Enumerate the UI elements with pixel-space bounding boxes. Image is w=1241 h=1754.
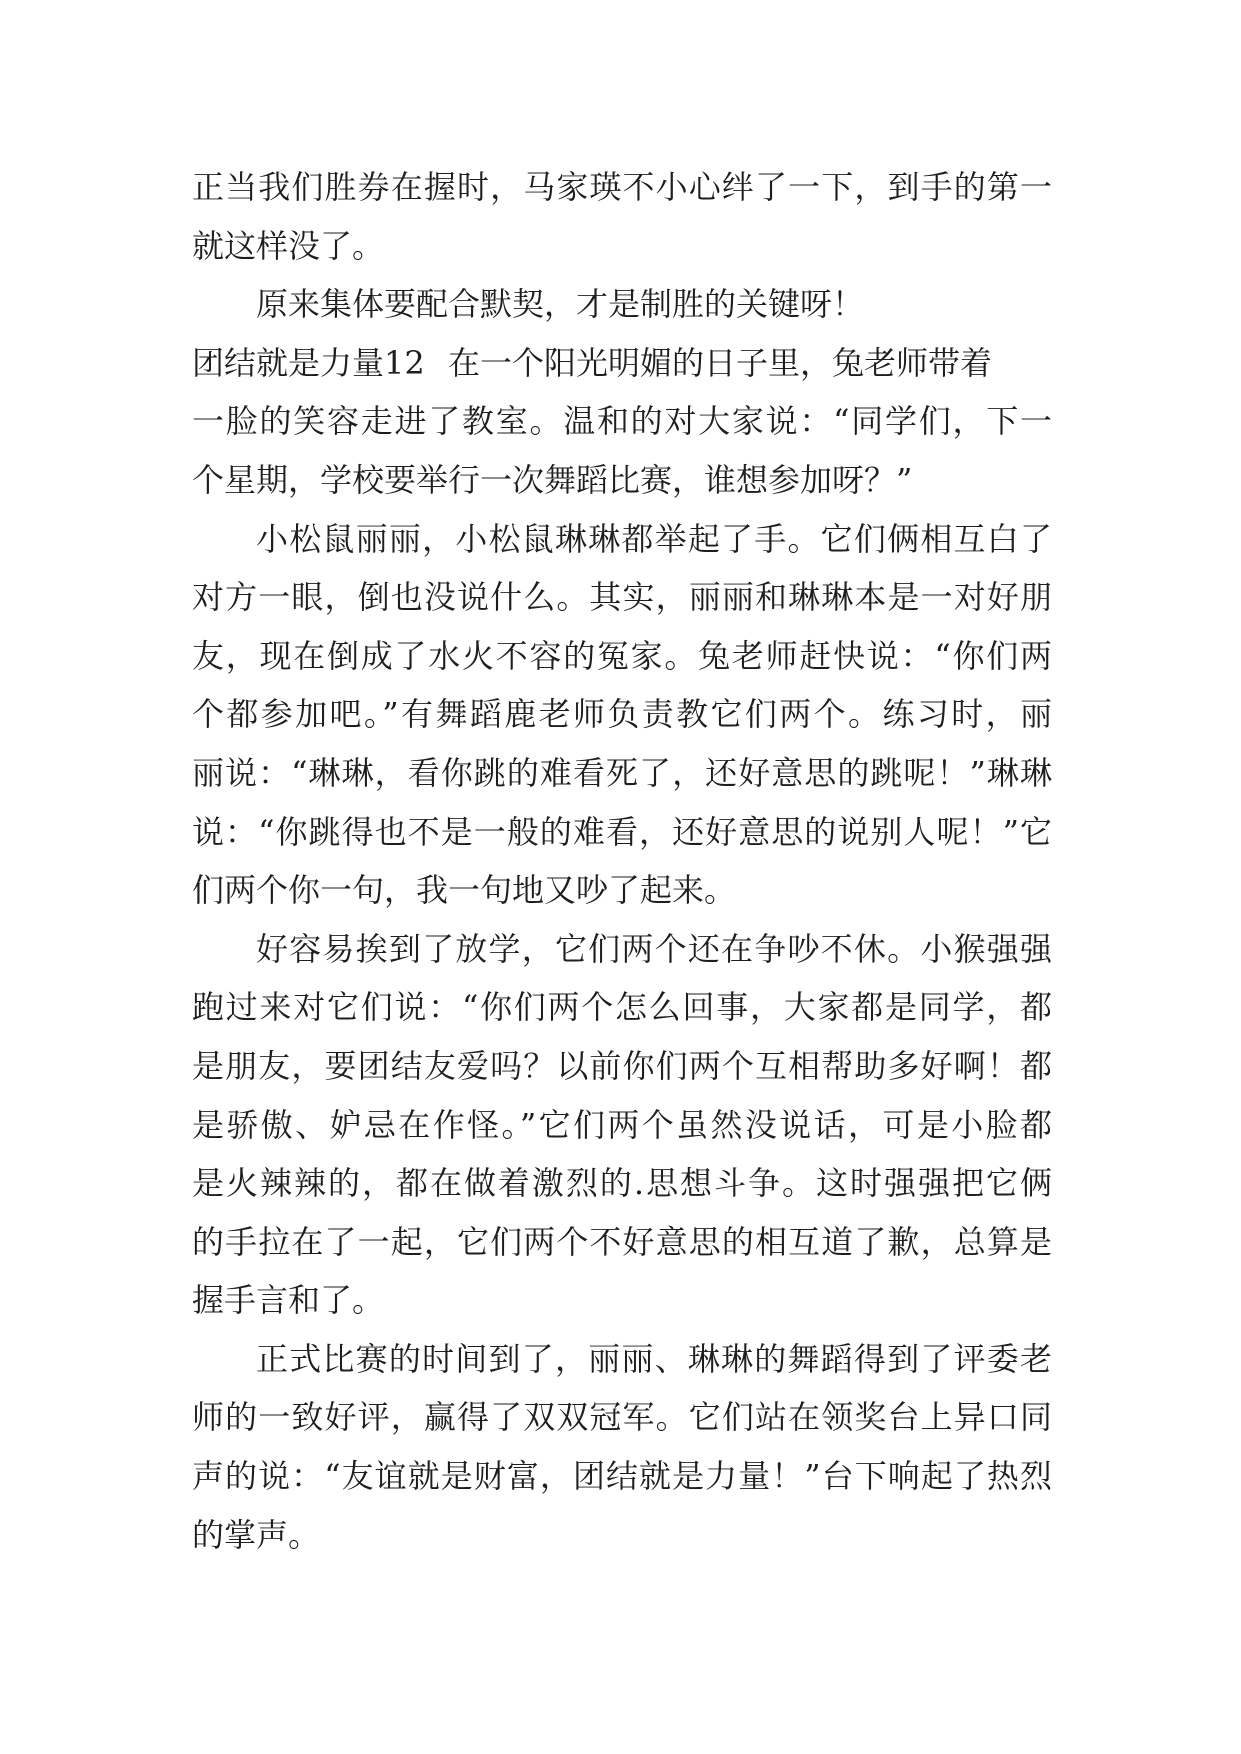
text-line: 原来集体要配合默契，才是制胜的关键呀！ <box>256 285 865 324</box>
text-line: 握手言和了。 <box>192 1281 385 1320</box>
text-line: 友，现在倒成了水火不容的冤家。兔老师赶快说：“你们两 <box>192 636 1052 675</box>
text-line: 正当我们胜券在握时，马家瑛不小心绊了一下，到手的第一 <box>192 168 1052 206</box>
text-line: 在一个阳光明媚的日子里，兔老师带着 <box>448 343 993 382</box>
text-line: 的手拉在了一起，它们两个不好意思的相互道了歉，总算是 <box>192 1222 1052 1261</box>
text-line: 丽说：“琳琳，看你跳的难看死了，还好意思的跳呢！”琳琳 <box>192 753 1052 792</box>
text-line: 是骄傲、妒忌在作怪。”它们两个虽然没说话，可是小脸都 <box>192 1105 1052 1144</box>
text-line: 小松鼠丽丽，小松鼠琳琳都举起了手。它们俩相互白了 <box>256 519 1052 558</box>
text-line: 说：“你跳得也不是一般的难看，还好意思的说别人呢！”它 <box>192 812 1052 851</box>
text-line: 的掌声。 <box>192 1515 321 1554</box>
text-line: 跑过来对它们说：“你们两个怎么回事，大家都是同学，都 <box>192 988 1052 1027</box>
text-line: 就这样没了。 <box>192 226 385 265</box>
text-line: 师的一致好评，赢得了双双冠军。它们站在领奖台上异口同 <box>192 1398 1052 1437</box>
text-line: 们两个你一句，我一句地又吵了起来。 <box>192 871 737 910</box>
text-line: 对方一眼，倒也没说什么。其实，丽丽和琳琳本是一对好朋 <box>192 578 1052 617</box>
essay-title-line <box>192 334 1052 393</box>
text-line: 正式比赛的时间到了，丽丽、琳琳的舞蹈得到了评委老 <box>256 1339 1052 1378</box>
essay-title: 团结就是力量12 <box>192 343 425 382</box>
text-line: 是朋友，要团结友爱吗？以前你们两个互相帮助多好啊！都 <box>192 1046 1052 1085</box>
text-line: 声的说：“友谊就是财富，团结就是力量！”台下响起了热烈 <box>192 1457 1052 1496</box>
essay-body <box>192 158 1052 1564</box>
text-line: 好容易挨到了放学，它们两个还在争吵不休。小猴强强 <box>256 929 1052 968</box>
text-line: 一脸的笑容走进了教室。温和的对大家说：“同学们，下一 <box>192 402 1052 441</box>
text-line: 个星期，学校要举行一次舞蹈比赛，谁想参加呀？” <box>192 460 913 499</box>
text-line: 个都参加吧。”有舞蹈鹿老师负责教它们两个。练习时，丽 <box>192 695 1052 734</box>
text-line: 是火辣辣的，都在做着激烈的.思想斗争。这时强强把它俩 <box>192 1164 1052 1203</box>
